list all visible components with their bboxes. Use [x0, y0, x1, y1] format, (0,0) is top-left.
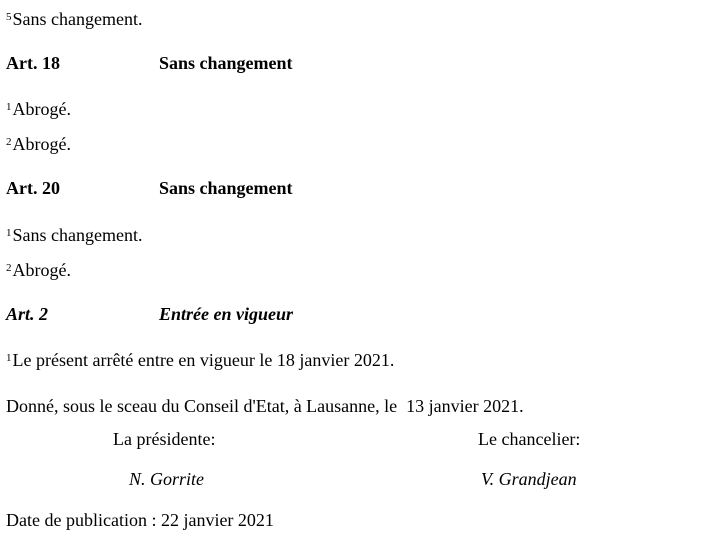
article-18-heading	[6, 52, 293, 74]
president-name: N. Gorrite	[129, 469, 205, 489]
article-number: Art. 2	[6, 304, 49, 324]
paragraph-number: 1	[6, 101, 12, 113]
paragraph-number: 1	[6, 352, 12, 364]
paragraph-1	[6, 98, 71, 120]
article-title: Sans changement	[159, 53, 293, 73]
paragraph-number: 2	[6, 136, 12, 148]
paragraph-text: Le présent arrêté entre en vigueur le 18 janvier 2021.	[12, 350, 395, 370]
article-number: Art. 18	[6, 53, 60, 73]
article-title: Entrée en vigueur	[159, 304, 294, 324]
chancellor-role: Le chancelier:	[478, 429, 581, 449]
paragraph-1	[6, 349, 394, 371]
paragraph-5	[6, 8, 142, 30]
president-role: La présidente:	[113, 429, 216, 449]
paragraph-text: Sans changement.	[12, 225, 143, 245]
paragraph-number: 5	[6, 11, 12, 23]
paragraph-text: Sans changement.	[12, 9, 143, 29]
paragraph-2	[6, 133, 71, 155]
article-number: Art. 20	[6, 178, 60, 198]
paragraph-number: 1	[6, 227, 12, 239]
paragraph-text: Abrogé.	[12, 99, 71, 119]
given-line: Donné, sous le sceau du Conseil d'Etat, à Lausanne, le 13 janvier 2021.	[6, 396, 524, 416]
chancellor-name: V. Grandjean	[481, 469, 577, 489]
paragraph-1	[6, 224, 142, 246]
article-title: Sans changement	[159, 178, 293, 198]
article-2-heading	[6, 303, 293, 325]
paragraph-number: 2	[6, 262, 12, 274]
paragraph-2	[6, 259, 71, 281]
paragraph-text: Abrogé.	[12, 260, 71, 280]
publication-date: Date de publication : 22 janvier 2021	[6, 510, 274, 530]
paragraph-text: Abrogé.	[12, 134, 71, 154]
article-20-heading	[6, 177, 293, 199]
